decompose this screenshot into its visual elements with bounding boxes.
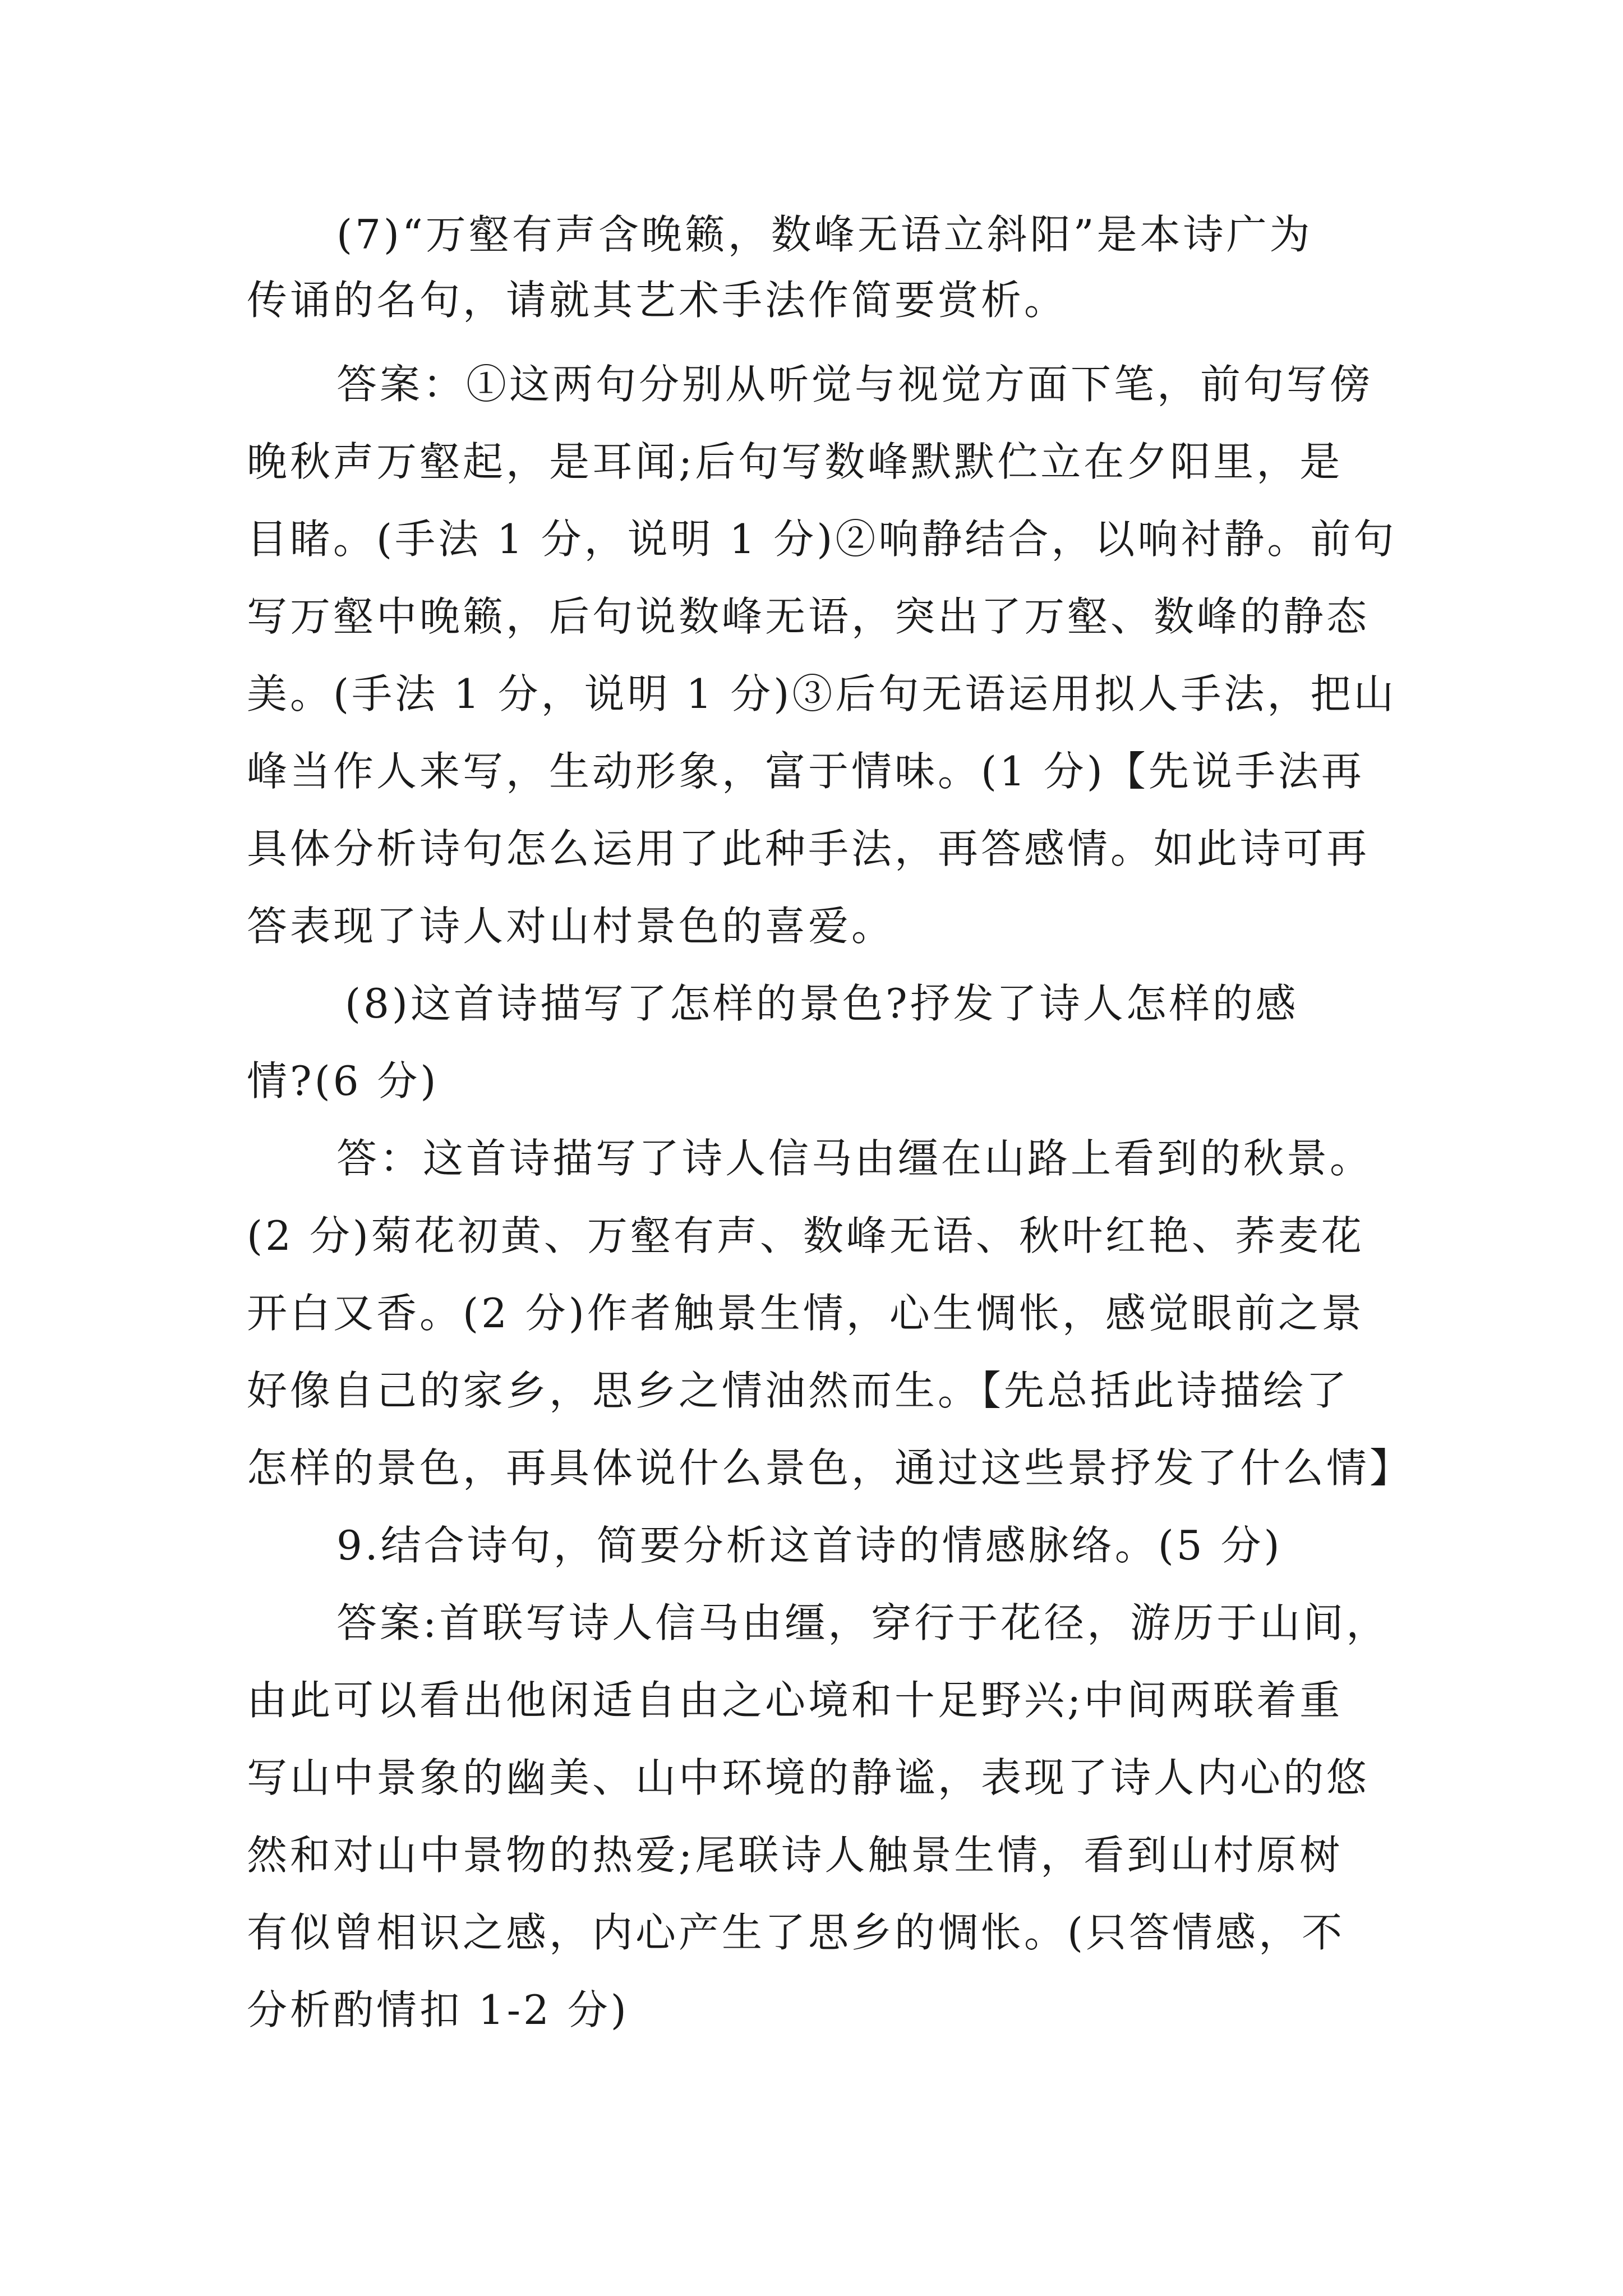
q8-answer-line-4: 好像自己的家乡，思乡之情油然而生。【先总括此诗描绘了: [247, 1367, 1350, 1414]
q7-answer-line-5: 美。(手法 1 分，说明 1 分)③后句无语运用拟人手法，把山: [247, 670, 1397, 717]
q7-answer-line-6: 峰当作人来写，生动形象，富于情味。(1 分)【先说手法再: [247, 748, 1364, 795]
q7-answer-line-8: 答表现了诗人对山村景色的喜爱。: [247, 903, 895, 950]
q8-answer-line-2: (2 分)菊花初黄、万壑有声、数峰无语、秋叶红艳、荞麦花: [247, 1212, 1364, 1259]
q9-question-line-1: 9.结合诗句，简要分析这首诗的情感脉络。(5 分): [336, 1522, 1283, 1569]
q9-answer-line-3: 写山中景象的幽美、山中环境的静谧，表现了诗人内心的悠: [247, 1754, 1370, 1801]
q8-answer-line-3: 开白又香。(2 分)作者触景生情，心生惆怅，感觉眼前之景: [247, 1290, 1364, 1337]
q7-answer-line-7: 具体分析诗句怎么运用了此种手法，再答感情。如此诗可再: [247, 825, 1370, 872]
q9-answer-line-6: 分析酌情扣 1-2 分): [247, 1986, 629, 2033]
q7-answer-line-3: 目睹。(手法 1 分，说明 1 分)②响静结合，以响衬静。前句: [247, 516, 1397, 563]
q8-answer-line-5: 怎样的景色，再具体说什么景色，通过这些景抒发了什么情】: [247, 1444, 1413, 1492]
q9-answer-line-2: 由此可以看出他闲适自由之心境和十足野兴;中间两联着重: [247, 1677, 1343, 1724]
q8-answer-line-1: 答：这首诗描写了诗人信马由缰在山路上看到的秋景。: [336, 1135, 1373, 1182]
q7-question-line-1: (7)“万壑有声含晚籁，数峰无语立斜阳”是本诗广为: [336, 211, 1313, 258]
q9-answer-line-5: 有似曾相识之感，内心产生了思乡的惆怅。(只答情感，不: [247, 1909, 1345, 1956]
q8-question-line-1: (8)这首诗描写了怎样的景色?抒发了诗人怎样的感: [345, 980, 1299, 1027]
q7-answer-line-4: 写万壑中晚籁，后句说数峰无语，突出了万壑、数峰的静态: [247, 593, 1370, 640]
q7-answer-line-2: 晚秋声万壑起，是耳闻;后句写数峰默默伫立在夕阳里，是: [247, 438, 1343, 485]
q9-answer-line-1: 答案:首联写诗人信马由缰，穿行于花径，游历于山间，: [336, 1599, 1390, 1646]
q8-question-line-2: 情?(6 分): [247, 1057, 439, 1105]
q7-question-line-2: 传诵的名句，请就其艺术手法作简要赏析。: [247, 277, 1068, 324]
q7-answer-line-1: 答案：①这两句分别从听觉与视觉方面下笔，前句写傍: [336, 361, 1373, 408]
q9-answer-line-4: 然和对山中景物的热爱;尾联诗人触景生情，看到山村原树: [247, 1832, 1343, 1879]
